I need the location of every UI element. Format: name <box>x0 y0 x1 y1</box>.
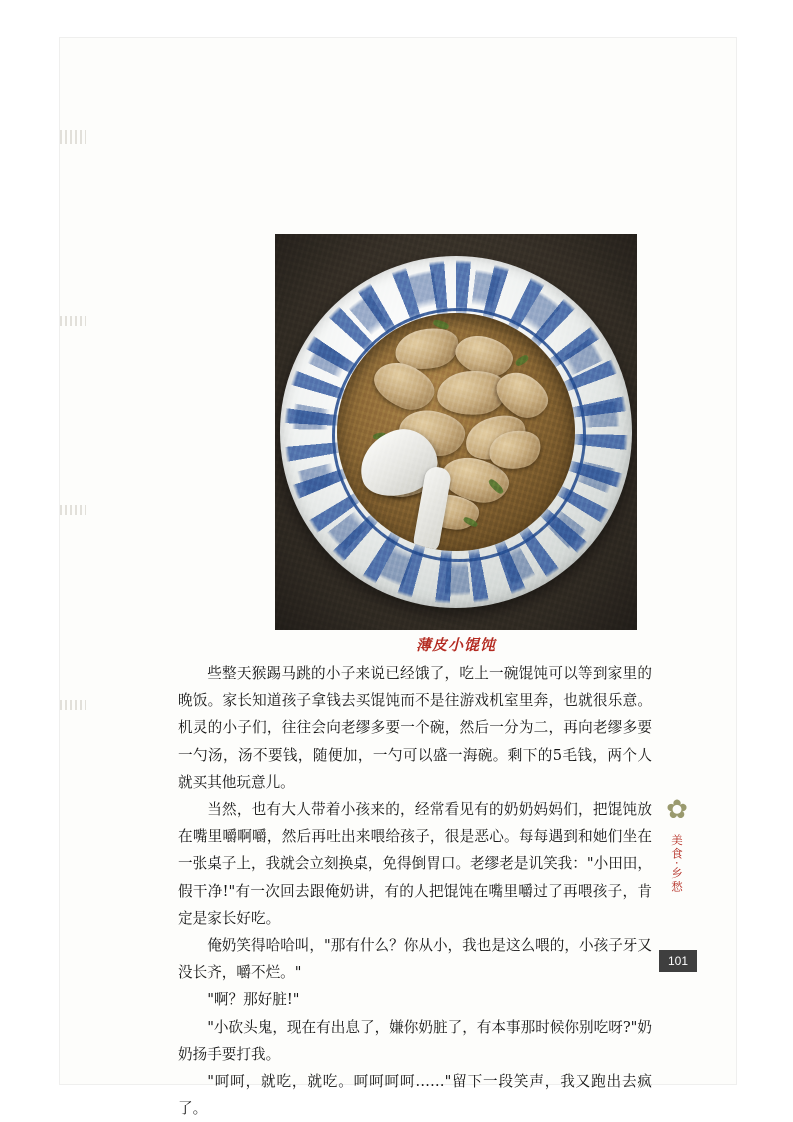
wonton-soup-photo <box>275 234 637 630</box>
section-side-tab <box>660 790 694 899</box>
article-body <box>178 660 652 1122</box>
scan-artifact <box>60 316 86 326</box>
paragraph: "啊？那好脏!" <box>207 991 300 1009</box>
photo-texture <box>275 234 637 630</box>
scan-artifact <box>60 505 86 515</box>
page-sheet <box>60 38 736 1118</box>
flower-ornament-icon: ✿ <box>666 795 688 824</box>
paragraph: 俺奶笑得哈哈叫，"那有什么？你从小，我也是这么喂的，小孩子牙又没长齐，嚼不烂。" <box>178 937 652 982</box>
paragraph: "小砍头鬼，现在有出息了，嫌你奶脏了，有本事那时候你别吃呀?"奶奶扬手要打我。 <box>178 1018 652 1063</box>
scan-artifact <box>60 700 86 710</box>
paragraph: 些整天猴踢马跳的小子来说已经饿了，吃上一碗馄饨可以等到家里的晚饭。家长知道孩子拿钱去买馄饨而不是往游戏机室里奔，也就很乐意。机灵的小子们，往往会向老缪多要一个碗，然后一分为二，再向老缪多要一勺汤，汤不要钱，随便加，一勺可以盛一海碗。剩下的5毛钱，两个人就买其他玩意儿。 <box>178 665 652 791</box>
paragraph: 当然，也有大人带着小孩来的，经常看见有的奶奶妈妈们，把馄饨放在嘴里嚼啊嚼，然后再吐出来喂给孩子，很是恶心。每每遇到和她们坐在一张桌子上，我就会立刻换桌，免得倒胃口。老缪老是讥笑我："小田田，假干净!"有一次回去跟俺奶讲，有的人把馄饨在嘴里嚼过了再喂孩子，肯定是家长好吃。 <box>178 801 652 927</box>
side-tab-label: 美食·乡愁 <box>670 834 684 894</box>
figure-caption: 薄皮小馄饨 <box>415 636 496 654</box>
paragraph: "呵呵，就吃，就吃。呵呵呵呵……"留下一段笑声，我又跑出去疯了。 <box>178 1073 652 1118</box>
scan-artifact <box>60 130 86 144</box>
page-number: 101 <box>659 950 697 972</box>
